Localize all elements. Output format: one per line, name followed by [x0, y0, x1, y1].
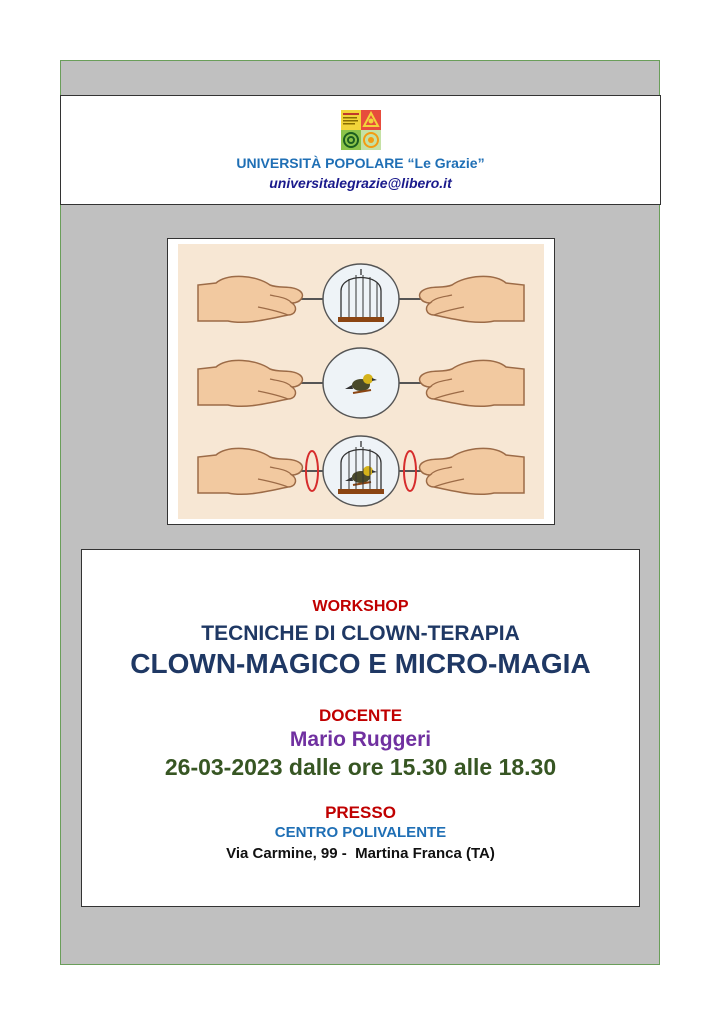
venue-name: CENTRO POLIVALENTE: [274, 824, 447, 841]
header-box: [60, 95, 661, 205]
event-datetime: 26-03-2023 dalle ore 15.30 alle 18.30: [164, 754, 557, 780]
venue-label: PRESSO: [325, 803, 396, 822]
event-info-box: [81, 549, 640, 907]
teacher-name: Mario Ruggeri: [289, 728, 432, 751]
universita-popolare-logo-icon: [341, 110, 381, 150]
event-title: CLOWN-MAGICO E MICRO-MAGIA: [130, 648, 591, 679]
event-type: WORKSHOP: [312, 598, 409, 615]
teacher-label: DOCENTE: [318, 706, 403, 725]
venue-address: Via Carmine, 99 - Martina Franca (TA): [226, 845, 495, 862]
illustration-box: [167, 238, 555, 525]
event-subtitle: TECNICHE DI CLOWN-TERAPIA: [201, 622, 520, 645]
university-name: UNIVERSITÀ POPOLARE “Le Grazie”: [236, 155, 485, 171]
university-email: universitalegrazie@libero.it: [269, 175, 452, 191]
thaumatrope-bird-cage-illustration-icon: [168, 239, 554, 524]
